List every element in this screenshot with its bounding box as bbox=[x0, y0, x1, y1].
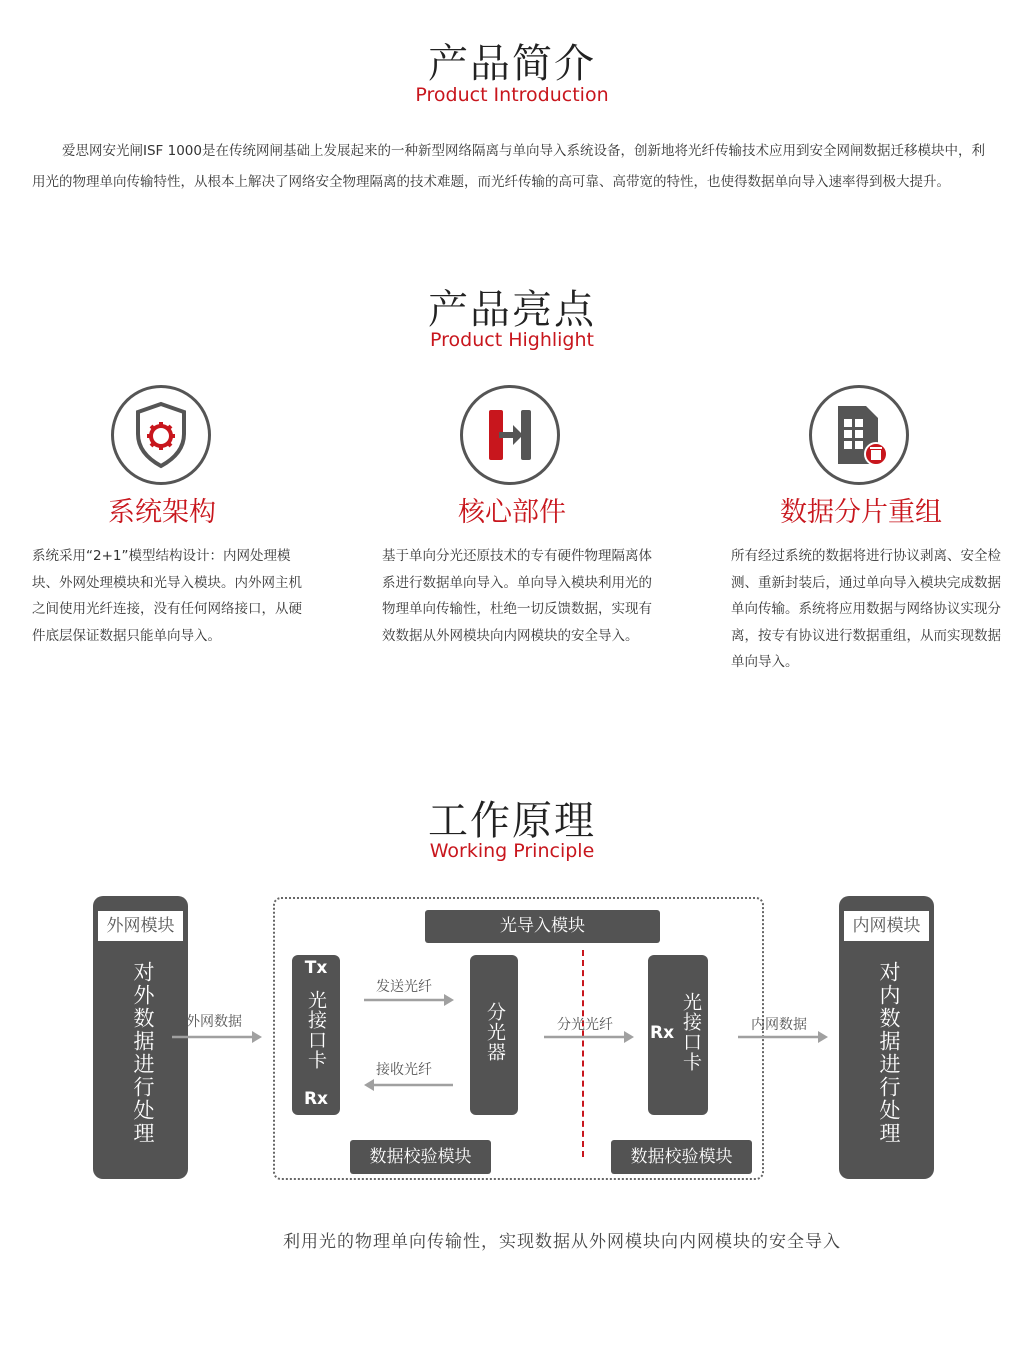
highlight-subtitle: Product Highlight bbox=[430, 329, 594, 351]
rx-label-left: Rx bbox=[303, 1089, 329, 1109]
optical-module-label: 光导入模块 bbox=[425, 910, 660, 943]
inner-module-text: 对内数据进行处理 bbox=[877, 961, 901, 1145]
outer-module-label: 外网模块 bbox=[98, 911, 183, 941]
optical-card-left-text: 光接口卡 bbox=[305, 990, 327, 1070]
inner-module-label: 内网模块 bbox=[844, 911, 929, 941]
inner-data-label: 内网数据 bbox=[751, 1017, 807, 1033]
feature-text-core: 基于单向分光还原技术的专有硬件物理隔离体系进行数据单向导入。单向导入模块利用光的物理单向传输性，杜绝一切反馈数据，实现有效数据从外网模块向内网模块的安全导入。 bbox=[382, 548, 652, 644]
splitter-text: 分光器 bbox=[484, 1002, 506, 1062]
intro-body: 爱思网安光闸ISF 1000是在传统网闸基础上发展起来的一种新型网络隔离与单向导入系统设备，创新地将光纤传输技术应用到安全网闸数据迁移模块中，利用光的物理单向传输特性，从根本上解决了网络安全物理隔离的技术难题，而光纤传输的高可靠、高带宽的特性，也使得数据单向导入速率得到极大提升。 bbox=[32, 143, 985, 190]
intro-subtitle: Product Introduction bbox=[415, 84, 609, 106]
send-fiber-label: 发送光纤 bbox=[376, 979, 432, 995]
feature-title-core: 核心部件 bbox=[458, 497, 566, 528]
split-fiber-label: 分光光纤 bbox=[557, 1017, 613, 1033]
feature-title-architecture: 系统架构 bbox=[108, 497, 216, 528]
outer-module-text: 对外数据进行处理 bbox=[131, 961, 155, 1145]
tx-label: Tx bbox=[304, 958, 328, 978]
feature-text-sharding: 所有经过系统的数据将进行协议剥离、安全检测、重新封装后，通过单向导入模块完成数据单向传输。系统将应用数据与网络协议实现分离，按专有协议进行数据重组，从而实现数据单向导入。 bbox=[731, 548, 1001, 670]
verify-module-left: 数据校验模块 bbox=[350, 1140, 491, 1174]
verify-module-right: 数据校验模块 bbox=[611, 1140, 752, 1174]
rx-label-right: Rx bbox=[650, 1023, 675, 1043]
recv-fiber-label: 接收光纤 bbox=[376, 1062, 432, 1078]
feature-title-sharding: 数据分片重组 bbox=[780, 497, 942, 528]
optical-card-right-text: 光接口卡 bbox=[680, 992, 702, 1072]
principle-caption: 利用光的物理单向传输性，实现数据从外网模块向内网模块的安全导入 bbox=[283, 1232, 841, 1252]
feature-text-architecture: 系统采用“2+1”模型结构设计：内网处理模块、外网处理模块和光导入模块。内外网主机之间使用光纤连接，没有任何网络接口，从硬件底层保证数据只能单向导入。 bbox=[32, 548, 302, 644]
intro-title: 产品简介 bbox=[428, 41, 596, 87]
highlight-title: 产品亮点 bbox=[428, 287, 596, 333]
outer-data-label: 外网数据 bbox=[186, 1014, 242, 1030]
principle-subtitle: Working Principle bbox=[429, 840, 595, 862]
principle-title: 工作原理 bbox=[428, 798, 596, 844]
